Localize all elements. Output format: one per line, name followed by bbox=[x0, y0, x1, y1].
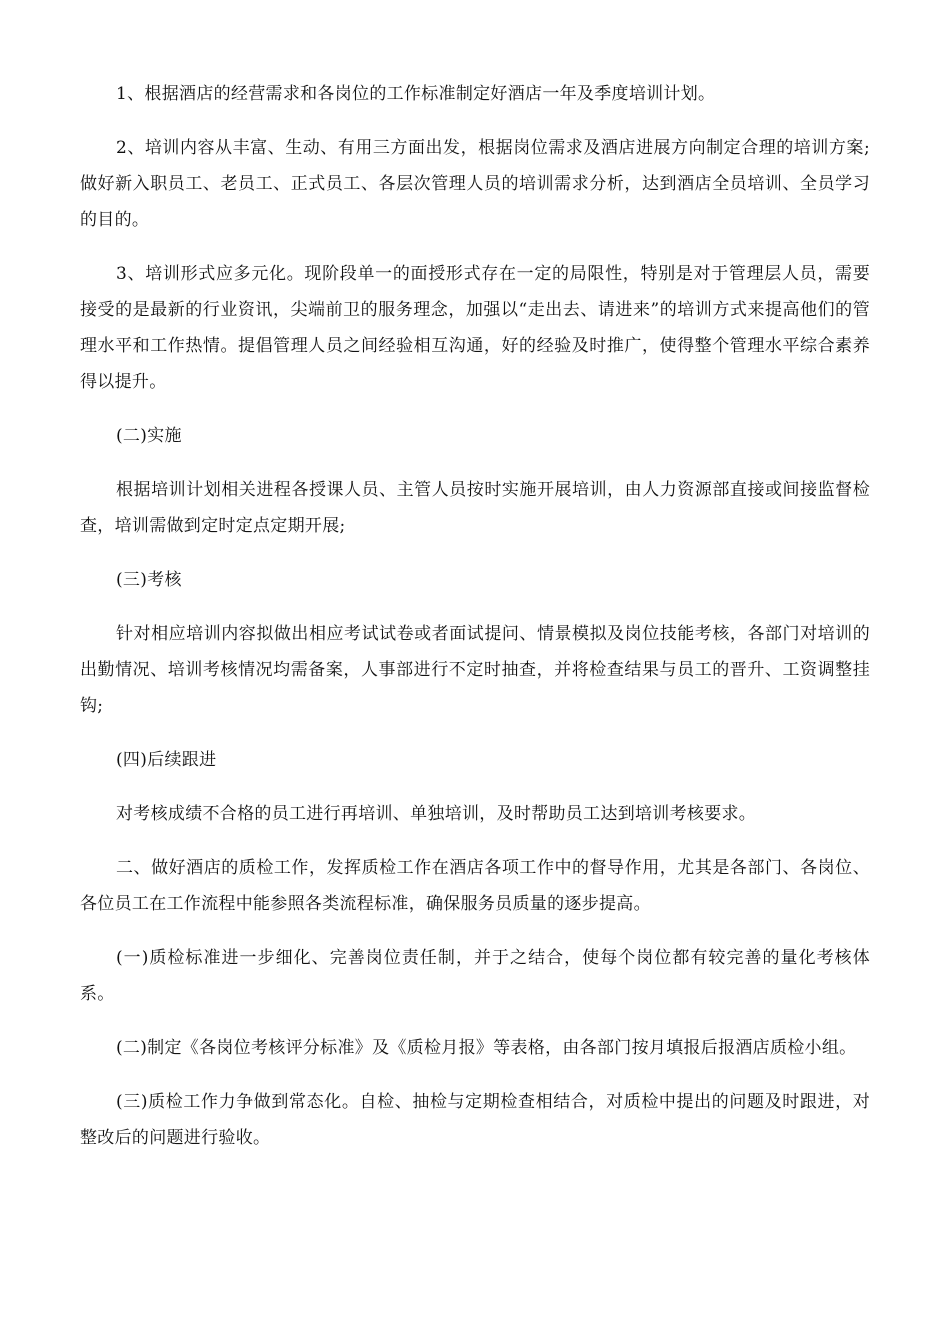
paragraph-training-format: 3、培训形式应多元化。现阶段单一的面授形式存在一定的局限性，特别是对于管理层人员，需要接受的是最新的行业资讯，尖端前卫的服务理念，加强以“走出去、请进来”的培训方式来提高他们的管理水平和工作热情。提倡管理人员之间经验相互沟通，好的经验及时推广，使得整个管理水平综合素养得以提升。 bbox=[80, 264, 870, 392]
paragraph-training-content: 2、培训内容从丰富、生动、有用三方面出发，根据岗位需求及酒店进展方向制定合理的培训方案;做好新入职员工、老员工、正式员工、各层次管理人员的培训需求分析，达到酒店全员培训、全员学习的目的。 bbox=[80, 138, 870, 230]
section-heading-assessment: (三)考核 bbox=[116, 570, 182, 590]
paragraph-quality-routine: (三)质检工作力争做到常态化。自检、抽检与定期检查相结合，对质检中提出的问题及时跟进，对整改后的问题进行验收。 bbox=[80, 1092, 870, 1148]
section-heading-implementation: (二)实施 bbox=[116, 426, 182, 446]
paragraph-quality-inspection: 二、做好酒店的质检工作，发挥质检工作在酒店各项工作中的督导作用，尤其是各部门、各岗位、各位员工在工作流程中能参照各类流程标准，确保服务员质量的逐步提高。 bbox=[80, 858, 870, 914]
paragraph-assessment: 针对相应培训内容拟做出相应考试试卷或者面试提问、情景模拟及岗位技能考核，各部门对培训的出勤情况、培训考核情况均需备案，人事部进行不定时抽查，并将检查结果与员工的晋升、工资调整挂钩; bbox=[80, 624, 870, 716]
section-heading-follow-up: (四)后续跟进 bbox=[116, 750, 217, 770]
paragraph-quality-standards: (一)质检标准进一步细化、完善岗位责任制，并于之结合，使每个岗位都有较完善的量化考核体系。 bbox=[80, 948, 870, 1004]
document-page bbox=[80, 0, 870, 1174]
paragraph-training-plan: 1、根据酒店的经营需求和各岗位的工作标准制定好酒店一年及季度培训计划。 bbox=[116, 84, 716, 104]
paragraph-follow-up: 对考核成绩不合格的员工进行再培训、单独培训，及时帮助员工达到培训考核要求。 bbox=[116, 804, 757, 824]
paragraph-quality-forms: (二)制定《各岗位考核评分标准》及《质检月报》等表格，由各部门按月填报后报酒店质检小组。 bbox=[116, 1038, 857, 1058]
paragraph-implementation: 根据培训计划相关进程各授课人员、主管人员按时实施开展培训，由人力资源部直接或间接监督检查，培训需做到定时定点定期开展; bbox=[80, 480, 870, 536]
